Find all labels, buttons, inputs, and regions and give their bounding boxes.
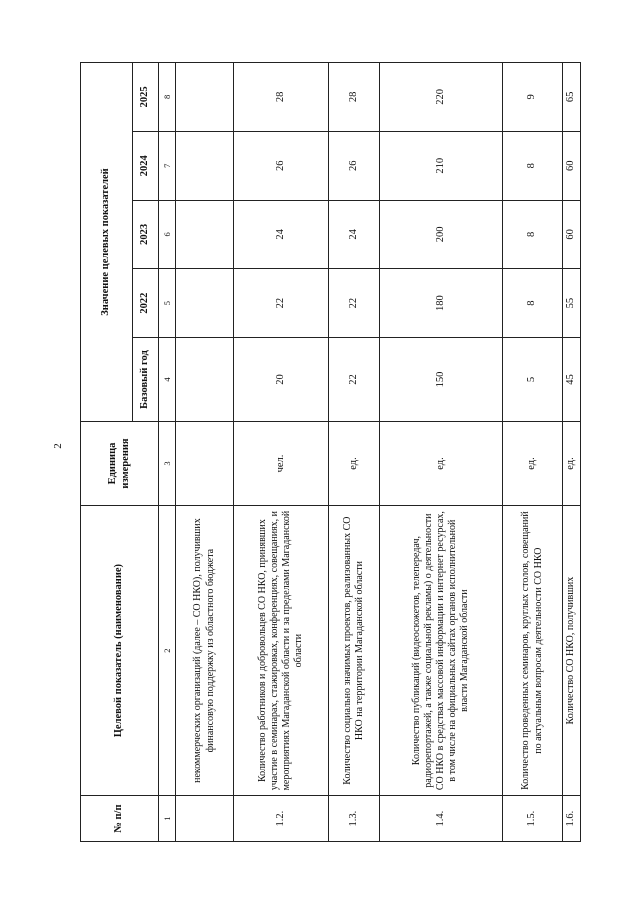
table-row [503, 63, 563, 842]
col-header-target-group: Значение целевых показателей [81, 63, 133, 422]
row-unit: чел. [234, 422, 329, 506]
column-number: 3 [159, 422, 176, 506]
row-2022 [176, 269, 234, 338]
row-2024: 8 [503, 131, 563, 200]
table-row [329, 63, 380, 842]
col-header-year: 2024 [133, 131, 159, 200]
col-header-name: Целевой показатель (наименование) [81, 506, 159, 796]
row-name: Количество СО НКО, получивших [563, 506, 581, 796]
rotated-page-content [80, 62, 576, 842]
row-num: 1.6. [563, 796, 581, 842]
col-header-unit: Единица измерения [81, 422, 159, 506]
column-number: 2 [159, 506, 176, 796]
row-base: 20 [234, 338, 329, 422]
row-unit: ед. [503, 422, 563, 506]
column-number: 6 [159, 200, 176, 269]
table-row [380, 63, 503, 842]
row-num: 1.4. [380, 796, 503, 842]
row-2022: 180 [380, 269, 503, 338]
page-number: 2 [52, 443, 64, 449]
row-2024: 26 [329, 131, 380, 200]
row-unit: ед. [329, 422, 380, 506]
row-num: 1.2. [234, 796, 329, 842]
row-2025 [176, 63, 234, 132]
column-number-row [159, 63, 176, 842]
target-indicators-table [80, 62, 581, 842]
row-2024 [176, 131, 234, 200]
row-name: Количество социально значимых проектов, реализованных СО НКО на территории Магаданской области [329, 506, 380, 796]
row-2025: 65 [563, 63, 581, 132]
table-row [176, 63, 234, 842]
row-num: 1.5. [503, 796, 563, 842]
row-2024: 26 [234, 131, 329, 200]
row-2022: 55 [563, 269, 581, 338]
column-number: 5 [159, 269, 176, 338]
row-2023: 24 [329, 200, 380, 269]
table-row [563, 63, 581, 842]
column-number: 1 [159, 796, 176, 842]
row-2025: 28 [234, 63, 329, 132]
table-row [234, 63, 329, 842]
column-number: 8 [159, 63, 176, 132]
row-2025: 220 [380, 63, 503, 132]
row-2023: 60 [563, 200, 581, 269]
row-base: 22 [329, 338, 380, 422]
row-base: 5 [503, 338, 563, 422]
column-number: 7 [159, 131, 176, 200]
row-2022: 22 [234, 269, 329, 338]
row-2024: 60 [563, 131, 581, 200]
row-2023: 24 [234, 200, 329, 269]
col-header-num: № п/п [81, 796, 159, 842]
row-name: Количество публикаций (видеосюжетов, телепередач, радиорепортажей, а также социальной рекламы) о деятельности СО НКО в средствах массовой информации и интернет ресурсах, в том числе на официальных сайтах органов исполнительной власти Магаданской области [380, 506, 503, 796]
row-2022: 8 [503, 269, 563, 338]
col-header-base-year: Базовый год [133, 338, 159, 422]
col-header-year: 2025 [133, 63, 159, 132]
column-number: 4 [159, 338, 176, 422]
row-name: Количество работников и добровольцев СО НКО, принявших участие в семинарах, стажировках, конференциях, совещаниях, и мероприятиях Магаданской области и за пределами Магаданской области [234, 506, 329, 796]
row-base: 45 [563, 338, 581, 422]
row-num [176, 796, 234, 842]
row-num: 1.3. [329, 796, 380, 842]
row-2023: 200 [380, 200, 503, 269]
col-header-year: 2022 [133, 269, 159, 338]
row-2024: 210 [380, 131, 503, 200]
row-unit: ед. [380, 422, 503, 506]
row-unit: ед. [563, 422, 581, 506]
row-base [176, 338, 234, 422]
row-2025: 28 [329, 63, 380, 132]
row-base: 150 [380, 338, 503, 422]
row-name: Количество проведенных семинаров, круглых столов, совещаний по актуальным вопросам деятельности СО НКО [503, 506, 563, 796]
row-name: некоммерческих организаций (далее – СО НКО), получивших финансовую поддержку из областного бюджета [176, 506, 234, 796]
row-unit [176, 422, 234, 506]
row-2023 [176, 200, 234, 269]
row-2025: 9 [503, 63, 563, 132]
row-2022: 22 [329, 269, 380, 338]
col-header-year: 2023 [133, 200, 159, 269]
row-2023: 8 [503, 200, 563, 269]
header-row [81, 63, 133, 842]
